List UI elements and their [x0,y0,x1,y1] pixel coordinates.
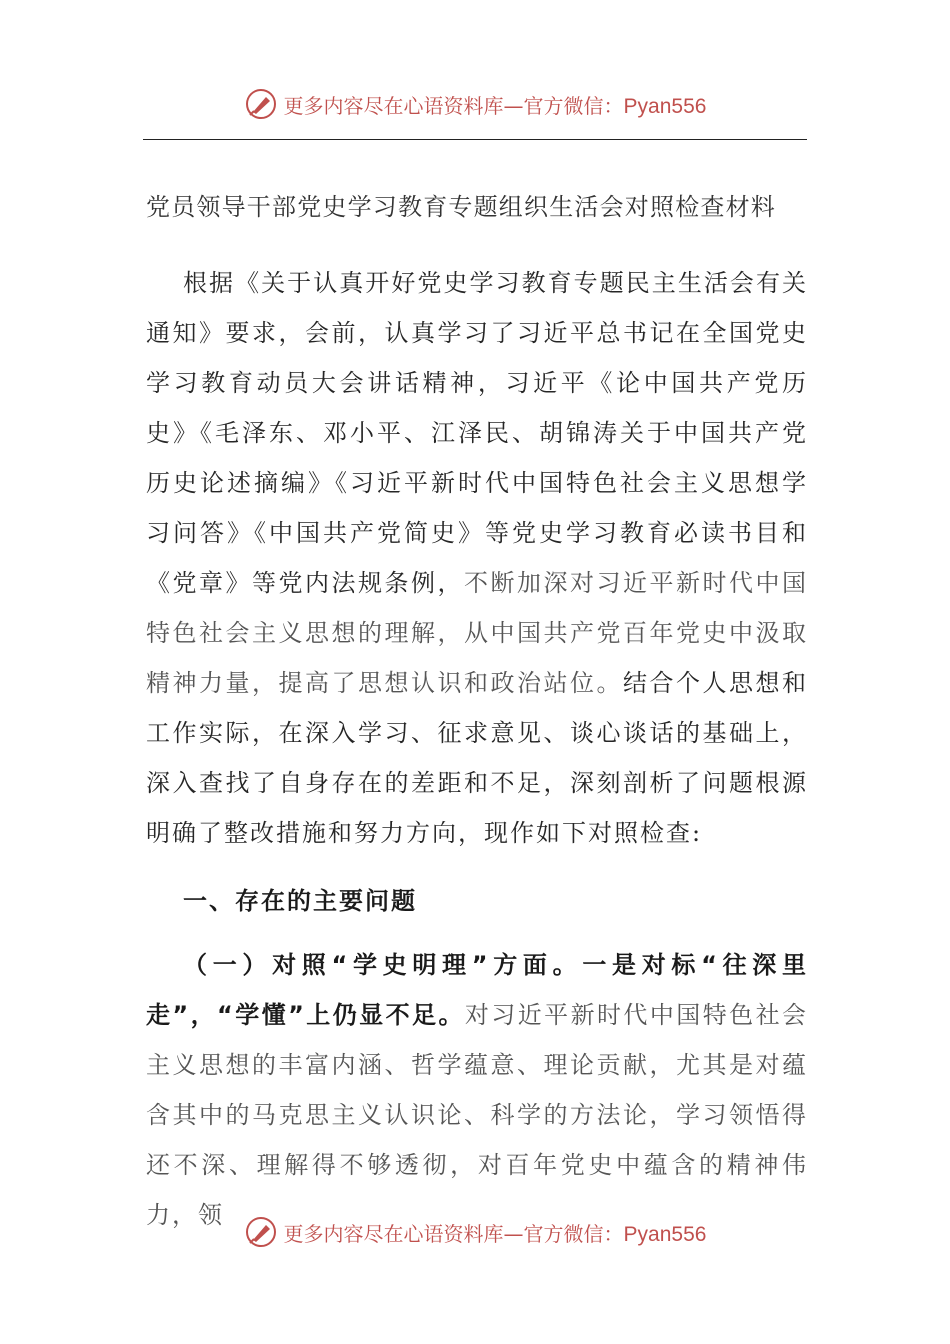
document-body [146,182,808,1240]
document-title: 党员领导干部党史学习教育专题组织生活会对照检查材料 [146,193,776,221]
pen-nib-logo-icon [244,1215,278,1249]
banner-text: 更多内容尽在心语资料库—官方微信：Pyan556 [283,93,707,118]
footer-watermark-banner [0,1212,950,1252]
pen-nib-logo-icon [244,87,278,121]
section-paragraph: （一）对照“学史明理”方面。一是对标“往深里走”，“学懂”上仍显不足。对习近平新时代中国特色社会主义思想的丰富内涵、哲学蕴意、理论贡献，尤其是对蕴含其中的马克思主义认识论、科学的方法论，学习领悟得还不深、理解得不够透彻，对百年党史中蕴含的精神伟力，领 [146,951,808,1229]
header-watermark-banner [0,84,950,124]
intro-paragraph: 根据《关于认真开好党史学习教育专题民主生活会有关通知》要求，会前，认真学习了习近平总书记在全国党史学习教育动员大会讲话精神，习近平《论中国共产党历史》《毛泽东、邓小平、江泽民、胡锦涛关于中国共产党历史论述摘编》《习近平新时代中国特色社会主义思想学习问答》《中国共产党简史》等党史学习教育必读书目和《党章》等党内法规条例，不断加深对习近平新时代中国特色社会主义思想的理解，从中国共产党百年党史中汲取精神力量，提高了思想认识和政治站位。结合个人思想和工作实际，在深入学习、征求意见、谈心谈话的基础上，深入查找了自身存在的差距和不足，深刻剖析了问题根源明确了整改措施和努力方向，现作如下对照检查: [146,269,808,847]
banner-text: 更多内容尽在心语资料库—官方微信：Pyan556 [283,1221,707,1246]
header-divider [143,139,807,140]
section-heading: 一、存在的主要问题 [183,887,417,915]
